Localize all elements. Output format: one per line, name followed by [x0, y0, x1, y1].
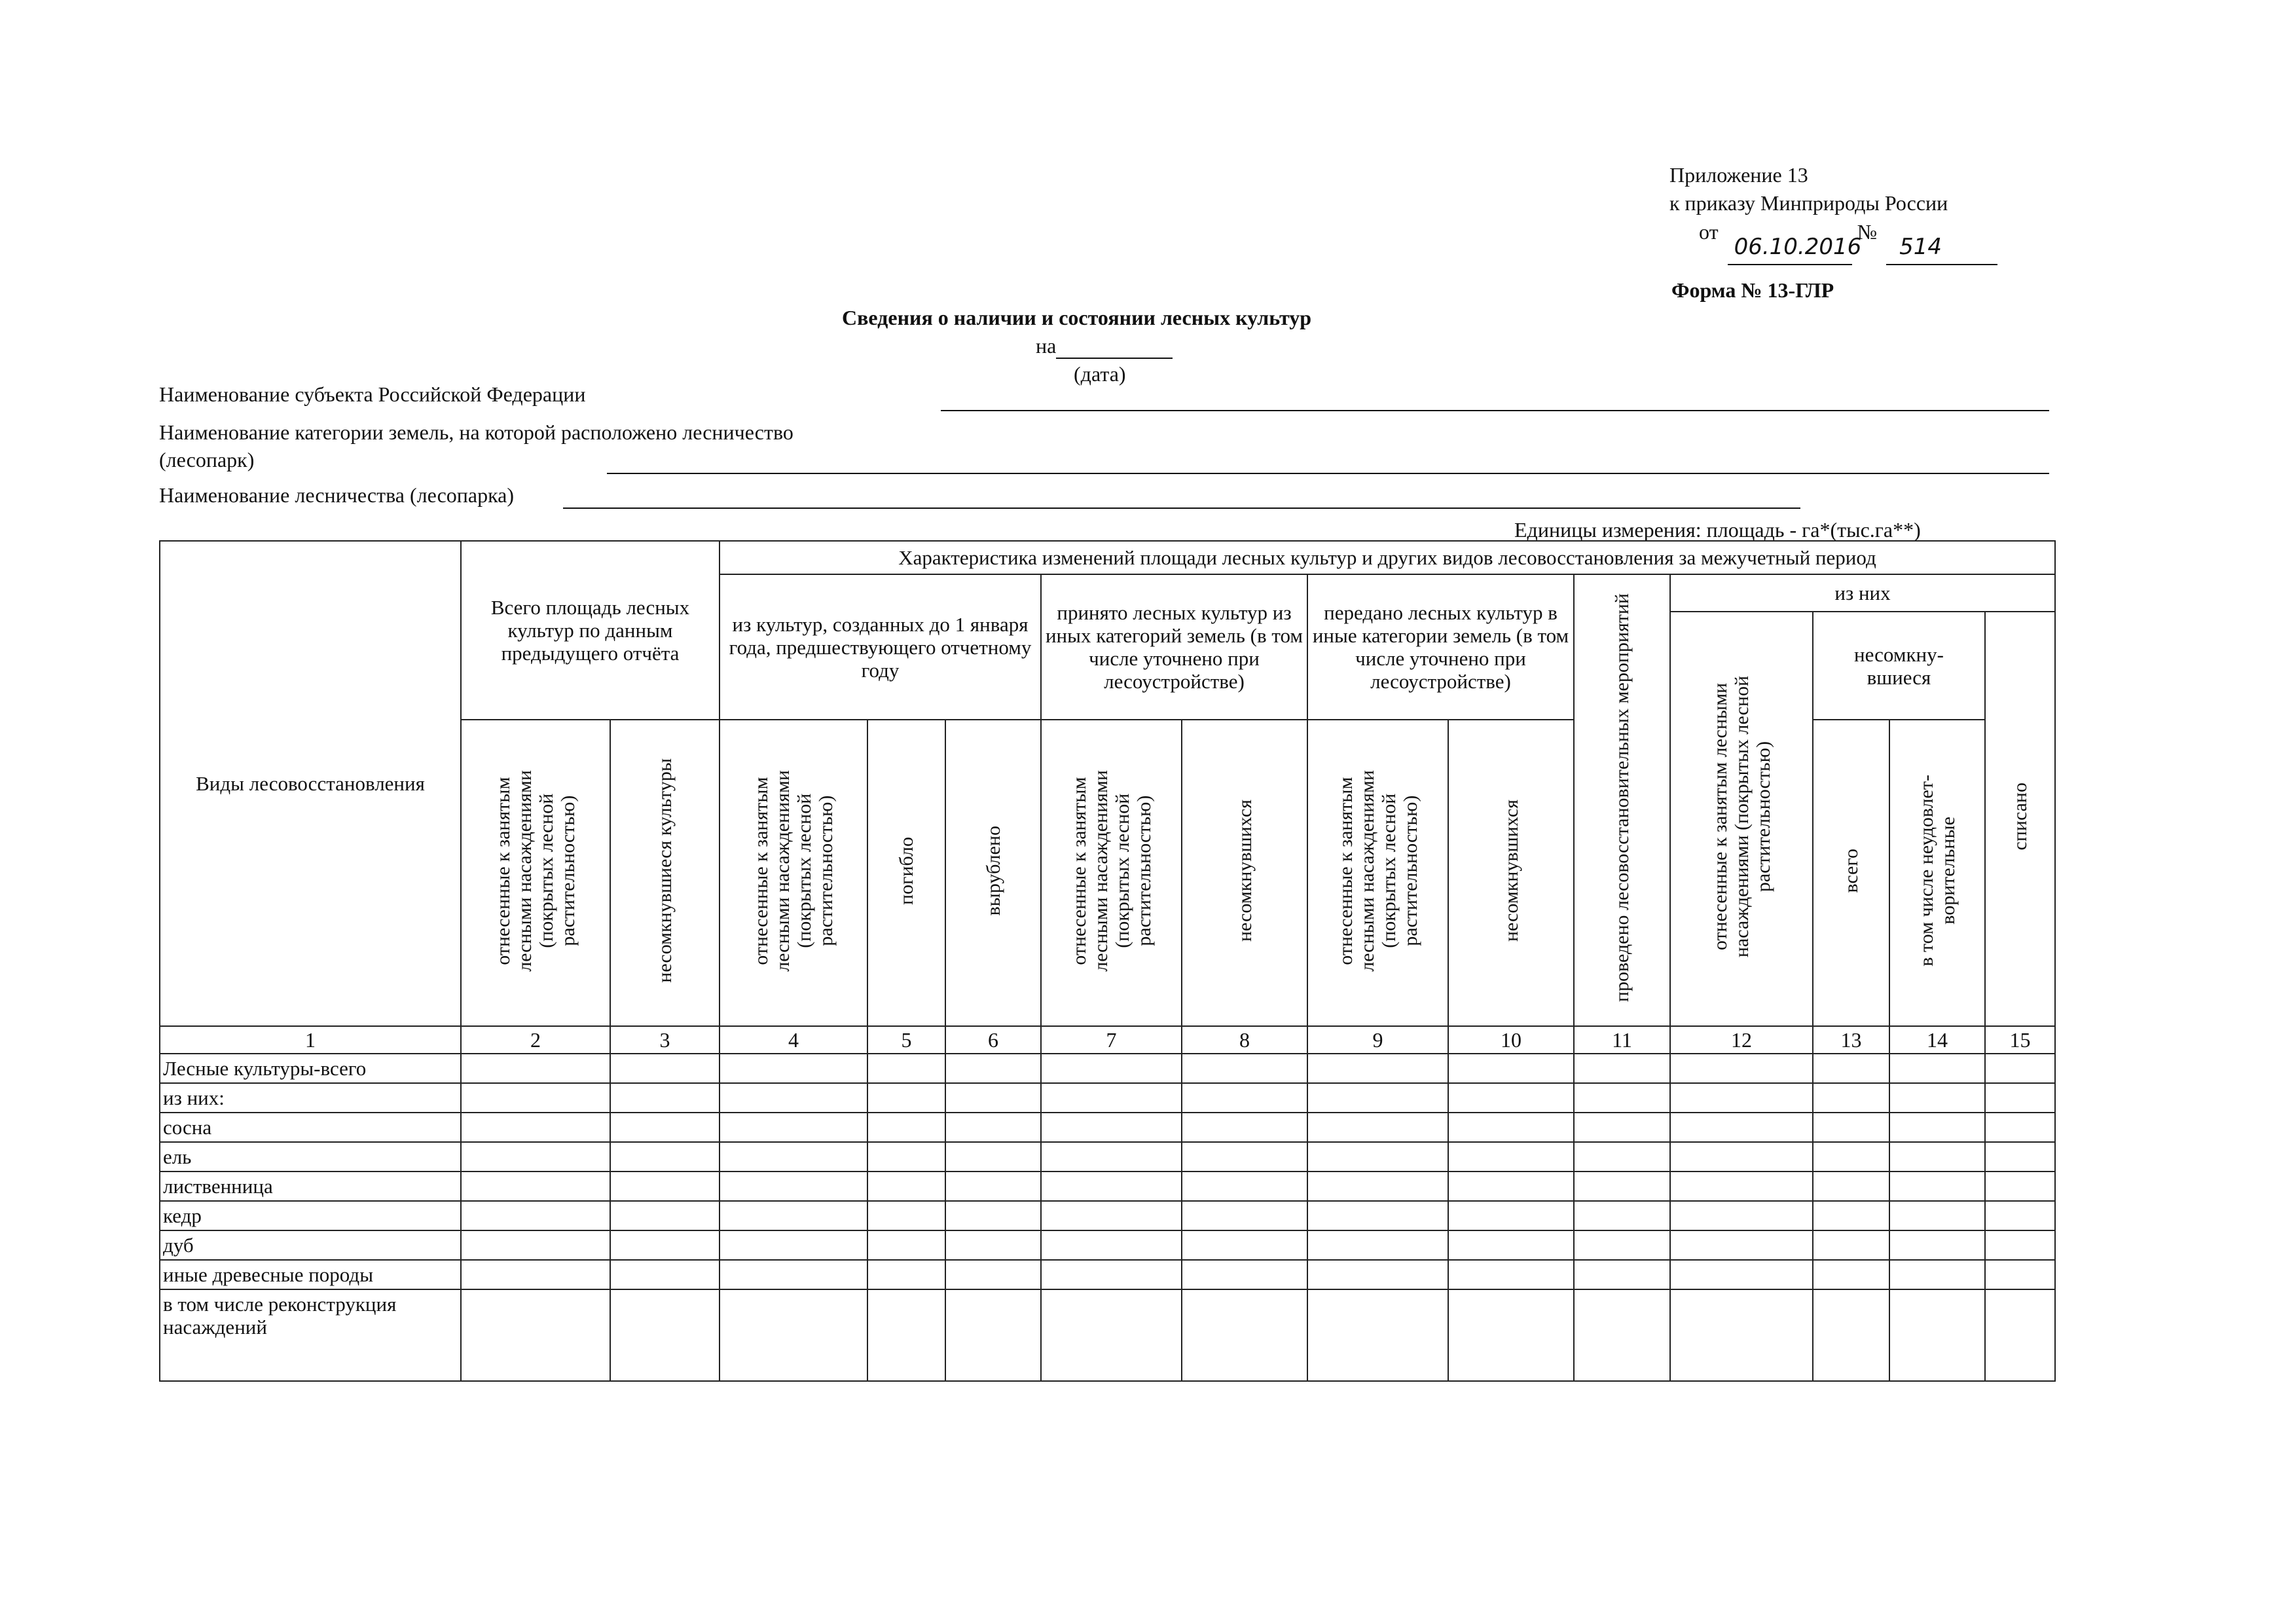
forestry-field: [563, 506, 1800, 509]
col-header-accepted: принято лесных культур из иных категорий земель (в том числе уточнено при лесоустройстве): [1041, 574, 1307, 720]
row-label-spruce: ель: [160, 1142, 461, 1172]
column-number: 5: [867, 1026, 945, 1054]
forest-cultures-table: [159, 540, 2056, 1382]
col-header-reforestation-types: Виды лесовосстановления: [160, 541, 461, 1026]
category-label-line-2: (лесопарк): [159, 448, 255, 471]
report-date-line: [1036, 333, 1173, 359]
forestry-label: Наименование лесничества (лесопарка): [159, 483, 515, 507]
page-title: Сведения о наличии и состоянии лесных культур: [842, 306, 1312, 329]
table-row: [160, 1054, 2055, 1083]
col-header-changes: Характеристика изменений площади лесных культур и других видов лесовосстановления за межучетный период: [720, 541, 2055, 574]
col-header-total-13: всего: [1813, 720, 1889, 1026]
col-header-from-cultures: из культур, созданных до 1 января года, предшествующего отчетному году: [720, 574, 1041, 720]
col-header-unsatisfactory: в том числе неудовлет- ворительные: [1889, 720, 1985, 1026]
column-number: 15: [1985, 1026, 2055, 1054]
table-row: [160, 1113, 2055, 1142]
row-label-oak: дуб: [160, 1230, 461, 1260]
column-numbers-row: [160, 1026, 2055, 1054]
annex-line-1: Приложение 13: [1669, 163, 1808, 187]
report-date-caption: (дата): [1074, 362, 1126, 386]
row-label-other-species: иные древесные породы: [160, 1260, 461, 1289]
subject-label: Наименование субъекта Российской Федерации: [159, 382, 586, 406]
row-label-total: Лесные культуры-всего: [160, 1054, 461, 1083]
row-label-pine: сосна: [160, 1113, 461, 1142]
table-row: [160, 1201, 2055, 1230]
table-row: [160, 1172, 2055, 1201]
column-number: 10: [1448, 1026, 1574, 1054]
col-header-unclosed-10: несомкнувшихся: [1448, 720, 1574, 1026]
column-number: 6: [945, 1026, 1041, 1054]
row-label-of-them: из них:: [160, 1083, 461, 1113]
col-header-written-off: списано: [1985, 612, 2055, 1026]
row-label-reconstruction: в том числе реконструкция насаждений: [160, 1289, 461, 1381]
subject-field: [941, 409, 2049, 411]
column-number: 2: [461, 1026, 610, 1054]
table-row: [160, 1260, 2055, 1289]
report-date-prefix: на: [1036, 334, 1057, 358]
category-field: [607, 471, 2049, 474]
column-number: 7: [1041, 1026, 1182, 1054]
column-number: 9: [1307, 1026, 1448, 1054]
col-header-assigned-2: отнесенные к занятым лесными насаждениями (покрытых лесной растительностью): [461, 720, 610, 1026]
annex-date-handwritten: 06.10.2016: [1734, 234, 1862, 260]
units-label: Единицы измерения: площадь - га*(тыс.га**): [1514, 518, 1921, 542]
annex-date-line: [1699, 219, 1997, 260]
column-number: 8: [1182, 1026, 1307, 1054]
annex-number-label: №: [1857, 220, 1878, 244]
column-number: 4: [720, 1026, 867, 1054]
table-row: [160, 1142, 2055, 1172]
column-number: 1: [160, 1026, 461, 1054]
annex-from-label: от: [1699, 220, 1719, 244]
table-row: [160, 1230, 2055, 1260]
col-header-measures: проведено лесовосстановительных мероприятий: [1574, 574, 1670, 1026]
col-header-transferred: передано лесных культур в иные категории земель (в том числе уточнено при лесоустройстве): [1307, 574, 1574, 720]
column-number: 11: [1574, 1026, 1670, 1054]
column-number: 12: [1670, 1026, 1813, 1054]
col-header-unclosed-group: несомкну- вшиеся: [1813, 612, 1985, 720]
form-number: Форма № 13-ГЛР: [1671, 278, 1834, 302]
annex-number-handwritten: 514: [1899, 234, 1942, 260]
col-header-of-them: из них: [1670, 574, 2055, 612]
col-header-assigned-9: отнесенные к занятым лесными насаждениями (покрытых лесной растительностью): [1307, 720, 1448, 1026]
table-row: [160, 1083, 2055, 1113]
col-header-assigned-7: отнесенные к занятым лесными насаждениями (покрытых лесной растительностью): [1041, 720, 1182, 1026]
column-number: 13: [1813, 1026, 1889, 1054]
col-header-assigned-12: отнесенные к занятым лесными насаждениями (покрытых лесной растительностью): [1670, 612, 1813, 1026]
col-header-cut: вырублено: [945, 720, 1041, 1026]
report-date-field: [1056, 338, 1173, 359]
column-number: 14: [1889, 1026, 1985, 1054]
row-label-cedar: кедр: [160, 1201, 461, 1230]
table-row: [160, 1289, 2055, 1381]
col-header-perished: погибло: [867, 720, 945, 1026]
annex-line-2: к приказу Минприроды России: [1669, 191, 1948, 215]
col-header-unclosed-8: несомкнувшихся: [1182, 720, 1307, 1026]
col-header-total-previous: Всего площадь лесных культур по данным предыдущего отчёта: [461, 541, 720, 720]
category-label-line-1: Наименование категории земель, на которой расположено лесничество: [159, 420, 793, 444]
col-header-unclosed-cultures: несомкнувшиеся культуры: [610, 720, 720, 1026]
col-header-assigned-4: отнесенные к занятым лесными насаждениями (покрытых лесной растительностью): [720, 720, 867, 1026]
row-label-larch: лиственница: [160, 1172, 461, 1201]
column-number: 3: [610, 1026, 720, 1054]
